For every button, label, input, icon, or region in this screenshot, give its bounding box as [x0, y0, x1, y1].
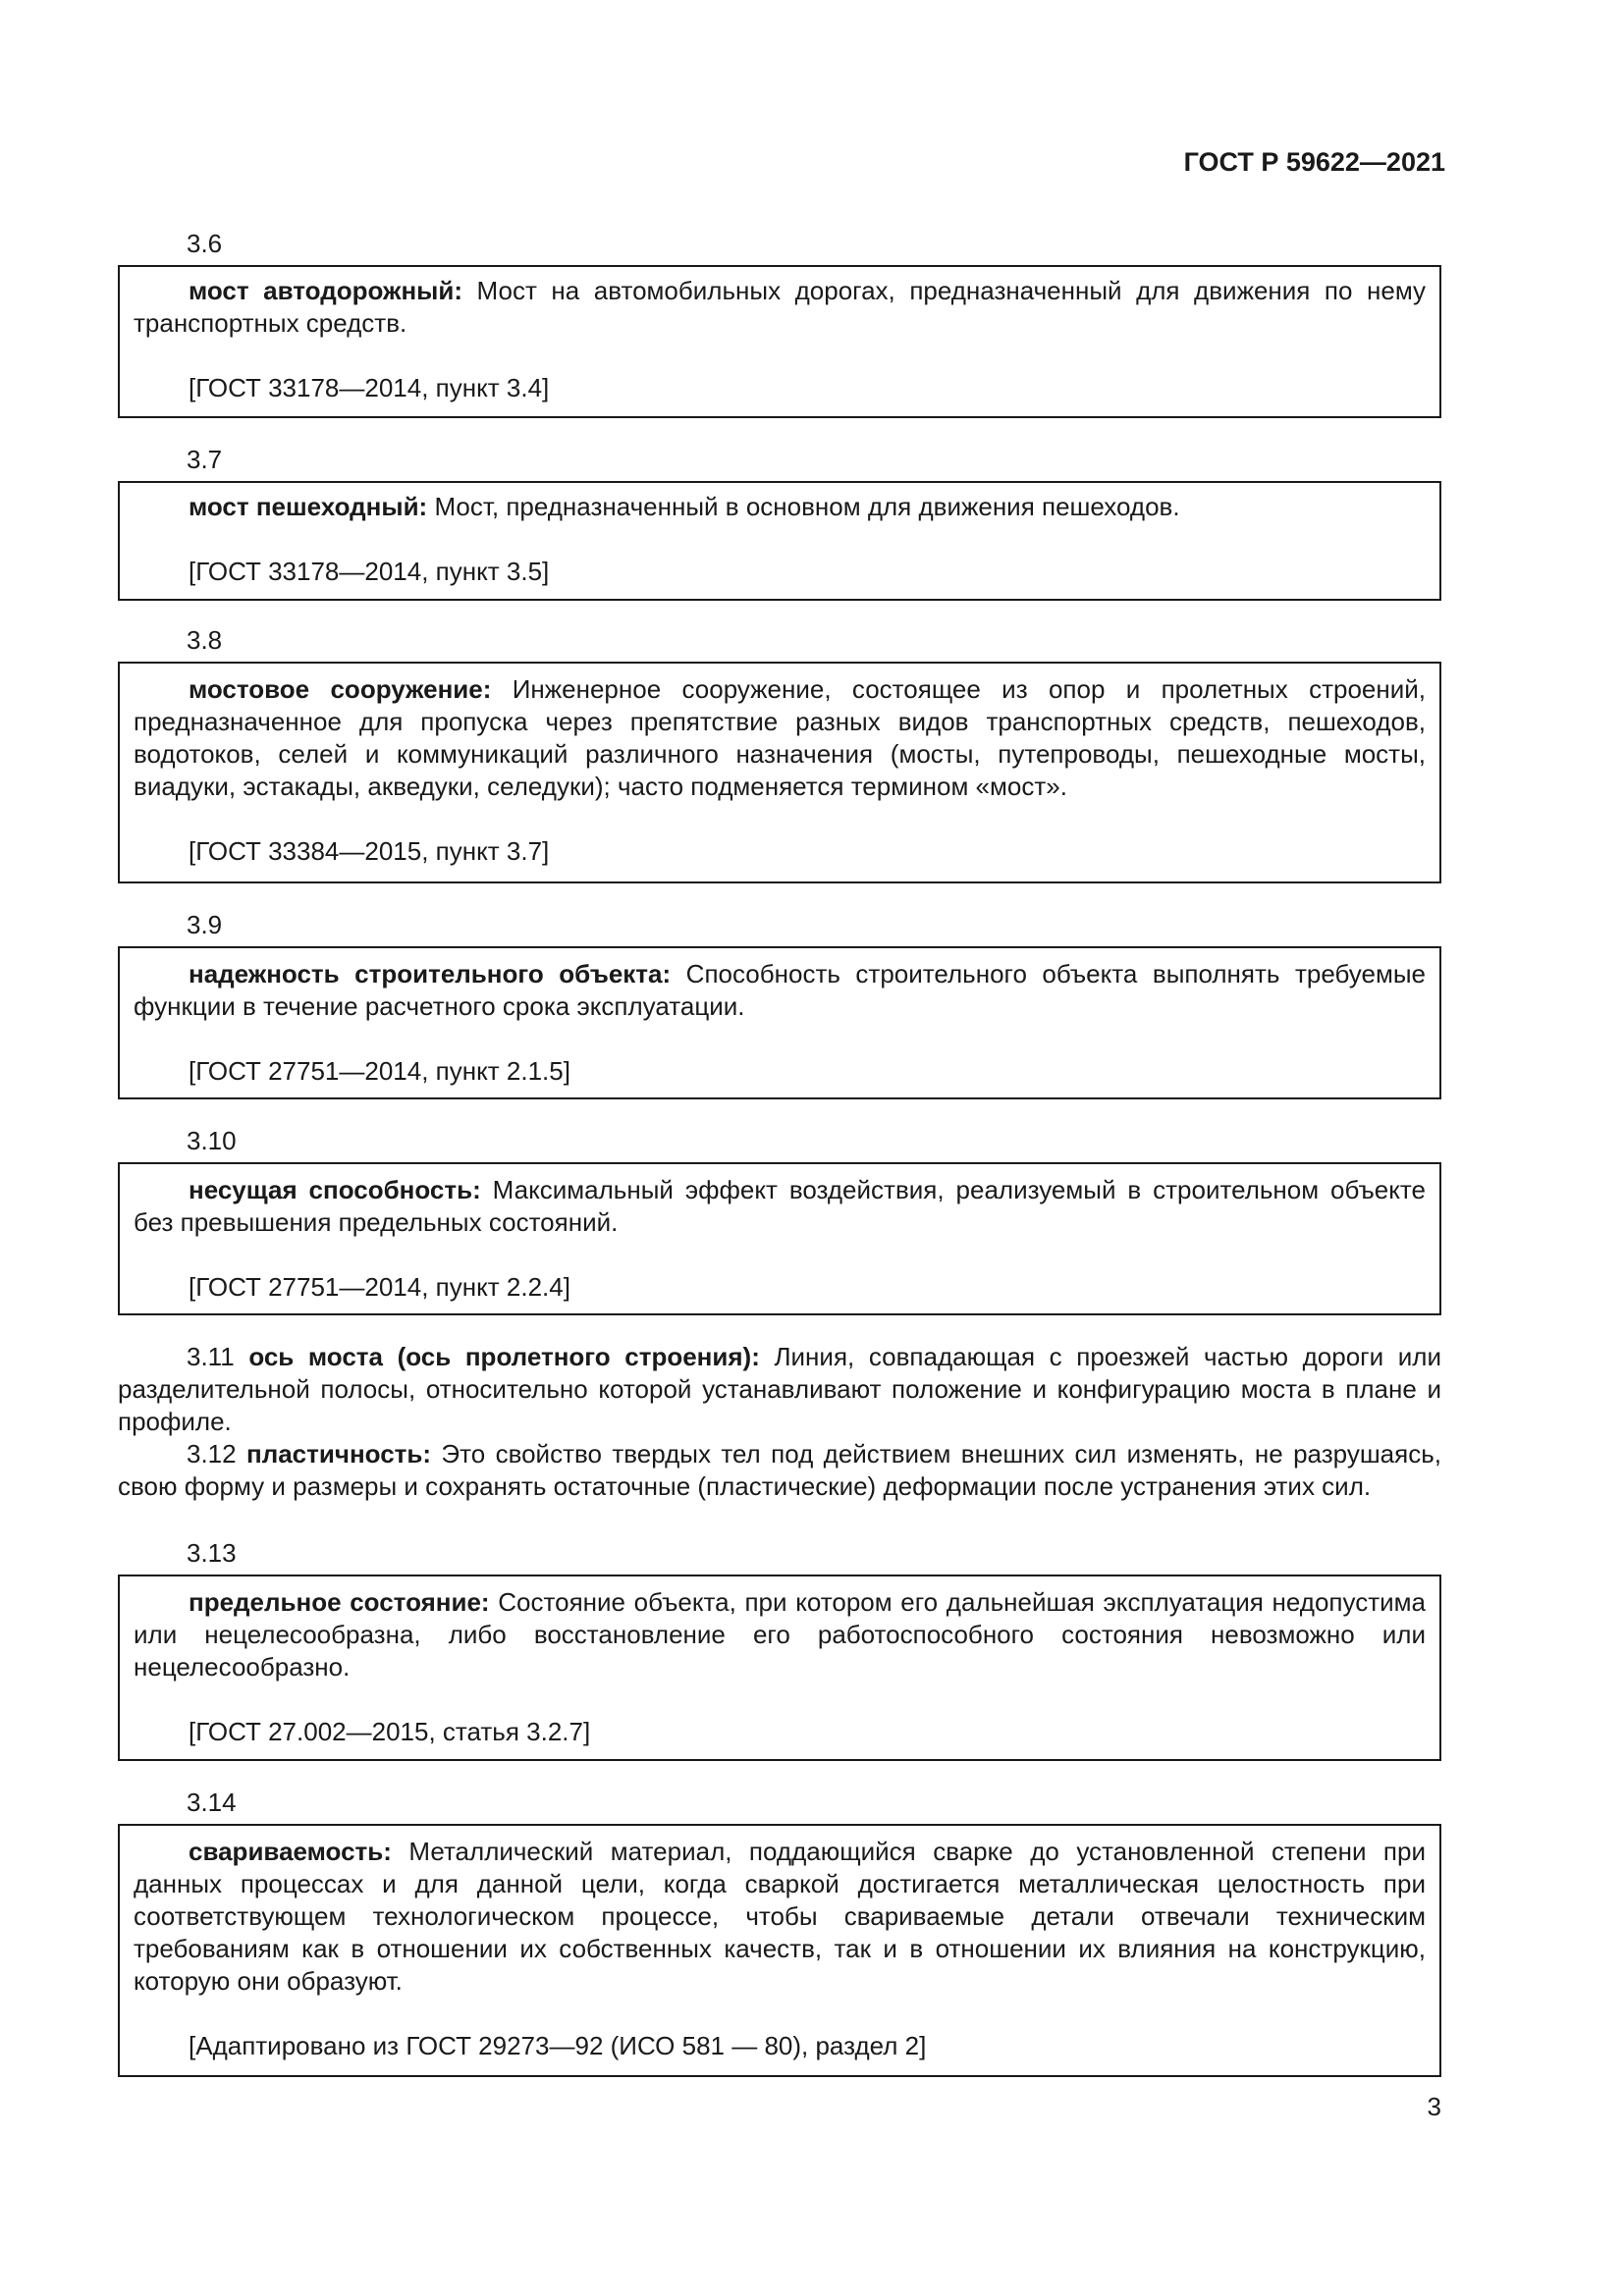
- term-source: [ГОСТ 33178—2014, пункт 3.4]: [189, 373, 550, 402]
- term-box-3-9: [118, 946, 1441, 1099]
- term-definition: [134, 1174, 1426, 1239]
- term-text: Инженерное сооружение, состоящее из опор и пролетных строений, предназначенное для пропуска через препятствие разных видов транспортных средств, пешеходов, водотоков, селей и коммуникаций различного назначения (мосты, путепроводы, пешеходные мосты, виадуки, эстакады, акведуки, селедуки); часто подменяется термином «мост».: [134, 674, 1426, 801]
- term-name: несущая способность:: [189, 1175, 481, 1204]
- term-box-3-8: [118, 662, 1441, 883]
- term-text: Состояние объекта, при котором его дальнейшая эксплуатация недопустима или нецелесообразна, либо восстановление его работоспособного состояния невозможно или нецелесообразно.: [134, 1587, 1426, 1682]
- entry-number: 3.12: [187, 1439, 237, 1468]
- entry-number: 3.14: [187, 1788, 237, 1817]
- term-source: [ГОСТ 27.002—2015, статья 3.2.7]: [189, 1717, 591, 1746]
- plain-entries: [118, 1341, 1441, 1503]
- term-name: пластичность:: [246, 1439, 432, 1468]
- term-definition: [134, 275, 1426, 340]
- entry-number: 3.8: [187, 625, 223, 655]
- entry-number: 3.13: [187, 1538, 237, 1568]
- term-name: свариваемость:: [189, 1837, 392, 1866]
- plain-entry-3-12: [118, 1438, 1441, 1503]
- term-name: надежность строительного объекта:: [189, 959, 672, 988]
- term-source: [ГОСТ 33384—2015, пункт 3.7]: [189, 836, 550, 866]
- page-number: 3: [1427, 2092, 1441, 2121]
- term-source: [ГОСТ 27751—2014, пункт 2.2.4]: [189, 1272, 570, 1302]
- term-definition: [134, 491, 1426, 523]
- term-text: Способность строительного объекта выполнять требуемые функции в течение расчетного срока эксплуатации.: [134, 959, 1426, 1021]
- term-definition: [134, 1586, 1426, 1683]
- term-definition: [134, 958, 1426, 1023]
- entry-number: 3.7: [187, 445, 223, 474]
- term-box-3-6: [118, 265, 1441, 418]
- term-name: мост автодорожный:: [189, 276, 462, 305]
- term-text: Максимальный эффект воздействия, реализуемый в строительном объекте без превышения предельных состояний.: [134, 1175, 1426, 1237]
- term-box-3-10: [118, 1162, 1441, 1315]
- term-text: Линия, совпадающая с проезжей частью дороги или разделительной полосы, относительно которой устанавливают положение и конфигурацию моста в плане и профиле.: [118, 1342, 1441, 1436]
- term-name: мостовое сооружение:: [189, 674, 492, 704]
- entry-number: 3.9: [187, 910, 223, 939]
- document-id-header: ГОСТ Р 59622—2021: [1183, 147, 1445, 177]
- term-text: Это свойство твердых тел под действием внешних сил изменять, не разрушаясь, свою форму и размеры и сохранять остаточные (пластические) деформации после устранения этих сил.: [118, 1439, 1441, 1501]
- term-text: Мост на автомобильных дорогах, предназначенный для движения по нему транспортных средств.: [134, 276, 1427, 338]
- plain-entry-3-11: [118, 1341, 1441, 1438]
- term-definition: [134, 1836, 1426, 1998]
- term-source: [ГОСТ 27751—2014, пункт 2.1.5]: [189, 1056, 570, 1086]
- term-box-3-13: [118, 1575, 1441, 1761]
- entry-number: 3.6: [187, 229, 223, 258]
- term-name: мост пешеходный:: [189, 492, 428, 521]
- entry-number: 3.11: [187, 1342, 235, 1371]
- term-name: ось моста (ось пролетного строения):: [248, 1342, 760, 1371]
- term-box-3-7: [118, 481, 1441, 601]
- term-box-3-14: [118, 1824, 1441, 2077]
- term-definition: [134, 673, 1426, 803]
- entry-number: 3.10: [187, 1126, 237, 1155]
- term-text: Мост, предназначенный в основном для движения пешеходов.: [427, 492, 1180, 521]
- term-text: Металлический материал, поддающийся сварке до установленной степени при данных процессах и для данной цели, когда сваркой достигается металлическая целостность при соответствующем технологическом процессе, чтобы свариваемые детали отвечали техническим требованиям как в отношении их собственных качеств, так и в отношении их влияния на конструкцию, которую они образуют.: [134, 1837, 1426, 1996]
- term-source: [Адаптировано из ГОСТ 29273—92 (ИСО 581 — 80), раздел 2]: [189, 2031, 927, 2060]
- term-source: [ГОСТ 33178—2014, пункт 3.5]: [189, 557, 550, 586]
- term-name: предельное состояние:: [189, 1587, 490, 1617]
